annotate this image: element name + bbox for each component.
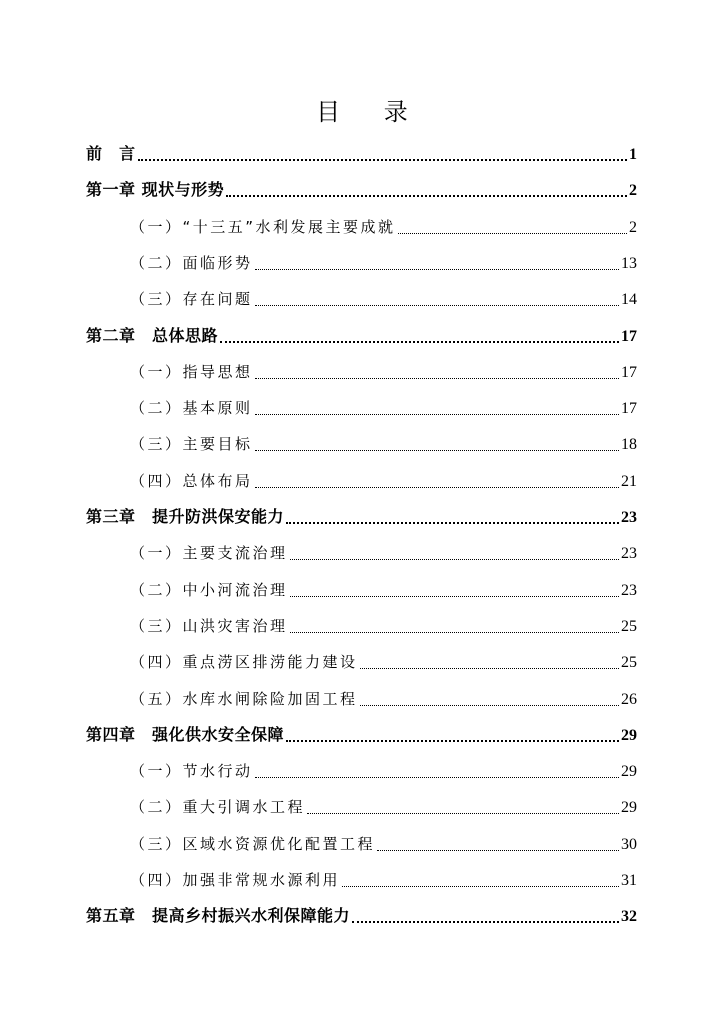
toc-page-number: 29 [621, 763, 637, 780]
toc-page-number: 2 [629, 219, 637, 236]
toc-entry-title: （二）中小河流治理 [130, 581, 288, 599]
dot-leader [138, 150, 627, 166]
toc-chapter-entry[interactable] [86, 324, 637, 348]
dot-leader [255, 368, 619, 384]
toc-chapter-entry[interactable] [86, 904, 637, 928]
toc-page-number: 29 [621, 727, 637, 744]
toc-page-number: 14 [621, 291, 637, 308]
toc-page-number: 30 [621, 836, 637, 853]
toc-chapter-entry[interactable] [86, 505, 637, 529]
dot-leader [220, 332, 619, 348]
dot-leader [342, 876, 619, 892]
toc-chapter-entry[interactable] [86, 142, 637, 166]
toc-section-entry[interactable] [130, 287, 637, 311]
toc-entry-title: 第三章 提升防洪保安能力 [86, 507, 285, 526]
toc-page-number: 32 [621, 908, 637, 925]
dot-leader [286, 513, 619, 529]
toc-section-entry[interactable] [130, 650, 637, 674]
toc-entry-title: （二）基本原则 [130, 399, 253, 417]
page-title: 目 录 [316, 98, 426, 126]
toc-entry-title: （一）指导思想 [130, 363, 253, 381]
toc-entry-title: （一）主要支流治理 [130, 544, 288, 562]
toc-page-number: 17 [621, 328, 637, 345]
toc-page-number: 21 [621, 473, 637, 490]
toc-entry-title: （一）节水行动 [130, 762, 253, 780]
dot-leader [290, 622, 619, 638]
toc-section-entry[interactable] [130, 759, 637, 783]
toc-entry-title: （三）区域水资源优化配置工程 [130, 835, 376, 853]
toc-entry-title: （二）重大引调水工程 [130, 798, 306, 816]
toc-section-entry[interactable] [130, 541, 637, 565]
toc-section-entry[interactable] [130, 396, 637, 420]
toc-page-number: 13 [621, 255, 637, 272]
toc-entry-title: （二）面临形势 [130, 254, 253, 272]
toc-section-entry[interactable] [130, 215, 637, 239]
dot-leader [360, 658, 619, 674]
toc-section-entry[interactable] [130, 614, 637, 638]
toc-section-entry[interactable] [130, 687, 637, 711]
toc-section-entry[interactable] [130, 360, 637, 384]
toc-entry-title: （四）总体布局 [130, 472, 253, 490]
dot-leader [255, 767, 619, 783]
dot-leader [360, 695, 619, 711]
toc-entry-title: （四）加强非常规水源利用 [130, 871, 341, 889]
toc-section-entry[interactable] [130, 832, 637, 856]
toc-entry-title: 第五章 提高乡村振兴水利保障能力 [86, 906, 351, 925]
toc-page-number: 29 [621, 799, 637, 816]
toc-section-entry[interactable] [130, 578, 637, 602]
toc-entry-title: （三）存在问题 [130, 290, 253, 308]
toc-entry-title: （五）水库水闸除险加固工程 [130, 690, 358, 708]
dot-leader [255, 295, 619, 311]
dot-leader [398, 223, 627, 239]
toc-entry-title: 前 言 [86, 144, 136, 163]
toc-section-entry[interactable] [130, 432, 637, 456]
dot-leader [352, 912, 619, 928]
toc-page-number: 26 [621, 691, 637, 708]
toc-page-number: 17 [621, 364, 637, 381]
dot-leader [286, 731, 619, 747]
toc-chapter-entry[interactable] [86, 178, 637, 202]
toc-page-number: 23 [621, 509, 637, 526]
toc-entry-title: （一）“十三五”水利发展主要成就 [130, 218, 396, 236]
dot-leader [290, 586, 619, 602]
toc-entry-title: 第一章 现状与形势 [86, 180, 225, 199]
dot-leader [377, 840, 619, 856]
toc-entry-title: （三）主要目标 [130, 435, 253, 453]
toc-page-number: 25 [621, 618, 637, 635]
toc-page-number: 18 [621, 436, 637, 453]
toc-page-number: 31 [621, 872, 637, 889]
toc-page-number: 23 [621, 582, 637, 599]
toc-section-entry[interactable] [130, 868, 637, 892]
dot-leader [255, 477, 619, 493]
toc-entry-title: 第二章 总体思路 [86, 326, 219, 345]
toc-page-number: 2 [629, 182, 637, 199]
dot-leader [226, 186, 627, 202]
dot-leader [255, 440, 619, 456]
dot-leader [307, 803, 619, 819]
toc-chapter-entry[interactable] [86, 723, 637, 747]
dot-leader [255, 259, 619, 275]
toc-page-number: 1 [629, 146, 637, 163]
toc-page-number: 23 [621, 545, 637, 562]
toc-section-entry[interactable] [130, 795, 637, 819]
dot-leader [290, 549, 619, 565]
toc-page-number: 17 [621, 400, 637, 417]
toc-entry-title: （四）重点涝区排涝能力建设 [130, 653, 358, 671]
toc-section-entry[interactable] [130, 469, 637, 493]
dot-leader [255, 404, 619, 420]
toc-section-entry[interactable] [130, 251, 637, 275]
toc-entry-title: （三）山洪灾害治理 [130, 617, 288, 635]
toc-entry-title: 第四章 强化供水安全保障 [86, 725, 285, 744]
toc-page-number: 25 [621, 654, 637, 671]
